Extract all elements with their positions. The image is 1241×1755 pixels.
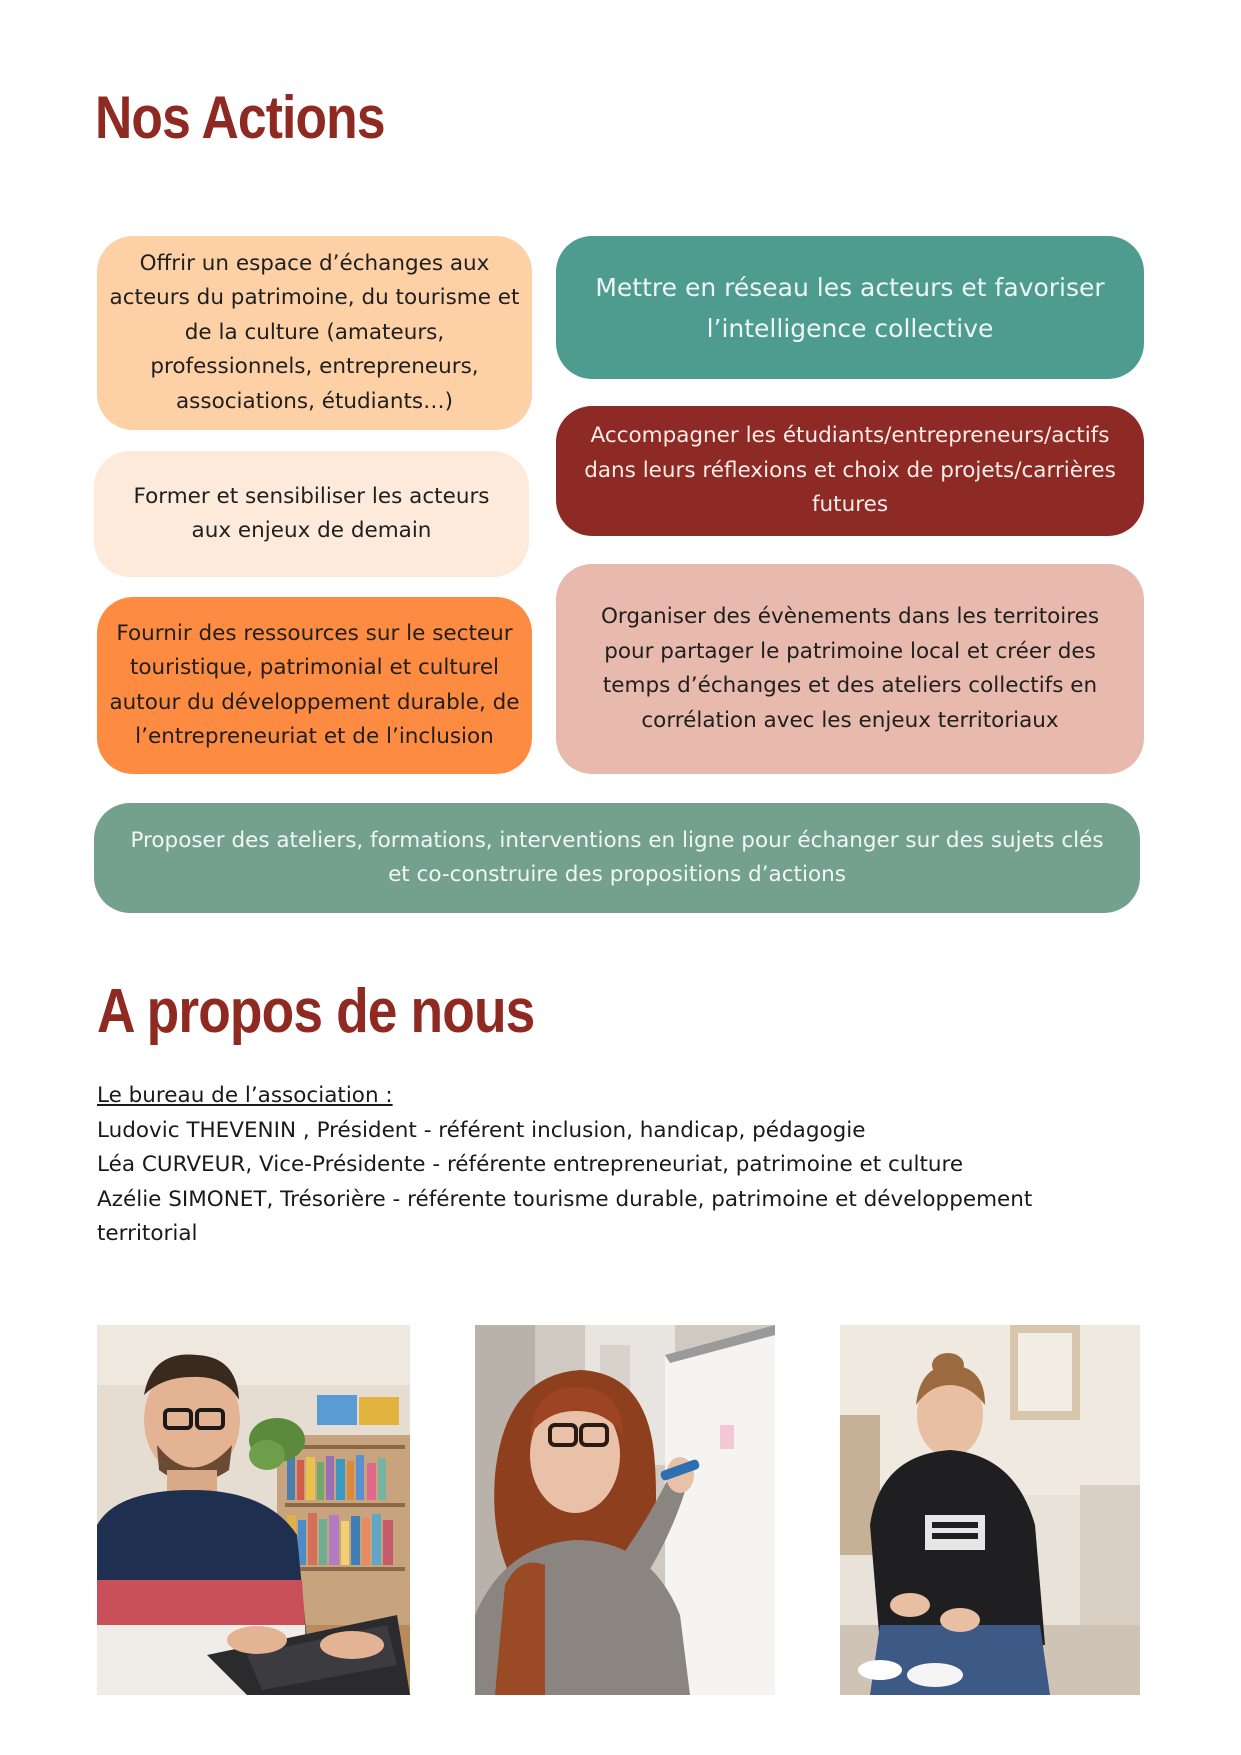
action-card-line: futures [811,492,889,518]
action-card-line: l’entrepreneuriat et de l’inclusion [135,724,494,749]
bureau-section [97,1079,1157,1252]
action-card-line: l’intelligence collective [706,313,994,343]
action-card-text [584,419,1116,523]
action-card-line: dans leurs réflexions et choix de projets/carrières [584,457,1116,483]
photo-azelie-simonet [840,1325,1140,1695]
action-card-line: acteurs du patrimoine, du tourisme et [109,285,520,311]
bureau-member-vice-presidente: Léa CURVEUR, Vice-Présidente - référente entrepreneuriat, patrimoine et culture [97,1152,964,1177]
action-card-line: et co-construire des propositions d’actions [388,862,846,887]
action-card-line: aux enjeux de demain [191,518,432,543]
action-card-text [130,824,1103,893]
action-card-line: Former et sensibiliser les acteurs [133,483,490,509]
action-card-text [109,617,519,755]
nos-actions-heading: Nos Actions [95,84,385,151]
action-card-text [110,247,520,420]
photo-ludovic-thevenin [97,1325,410,1695]
action-card-line: Mettre en réseau les acteurs et favoriser [595,272,1105,302]
action-card-line: Fournir des ressources sur le secteur [116,620,513,646]
action-card-evenements [556,564,1144,774]
action-card-line: associations, étudiants…) [176,388,453,414]
bureau-member-tresoriere: Azélie SIMONET, Trésorière - référente tourisme durable, patrimoine et développement [97,1186,1033,1212]
action-card-ressources [97,597,532,774]
action-card-former-sensibiliser [94,451,529,577]
action-card-line: professionnels, entrepreneurs, [150,354,479,380]
action-card-line: de la culture (amateurs, [184,319,445,345]
bureau-member-president: Ludovic THEVENIN , Président - référent inclusion, handicap, pédagogie [97,1117,866,1143]
bureau-title: Le bureau de l’association : [97,1083,393,1108]
action-card-mise-en-reseau [556,236,1144,379]
action-card-line: autour du développement durable, de [109,689,520,715]
action-card-line: Accompagner les étudiants/entrepreneurs/actifs [590,423,1110,449]
action-card-line: pour partager le patrimoine local et créer des [604,638,1096,664]
action-card-text [601,600,1099,738]
action-card-accompagner [556,406,1144,536]
bureau-member-tresoriere-continued: territorial [97,1221,198,1246]
a-propos-heading: A propos de nous [97,977,535,1046]
action-card-line: temps d’échanges et des ateliers collectifs en [602,673,1098,698]
action-card-line: Offrir un espace d’échanges aux [139,250,490,276]
action-card-espace-echanges [97,236,532,430]
action-card-ateliers-en-ligne [94,803,1140,913]
action-card-line: touristique, patrimonial et culturel [129,655,500,680]
action-card-line: Proposer des ateliers, formations, interventions en ligne pour échanger sur des sujets clés [130,827,1104,853]
action-card-text [133,480,489,549]
action-card-line: Organiser des évènements dans les territoires [600,604,1100,629]
action-card-line: corrélation avec les enjeux territoriaux [641,707,1059,733]
photo-lea-curveur [475,1325,775,1695]
action-card-text [595,267,1104,349]
